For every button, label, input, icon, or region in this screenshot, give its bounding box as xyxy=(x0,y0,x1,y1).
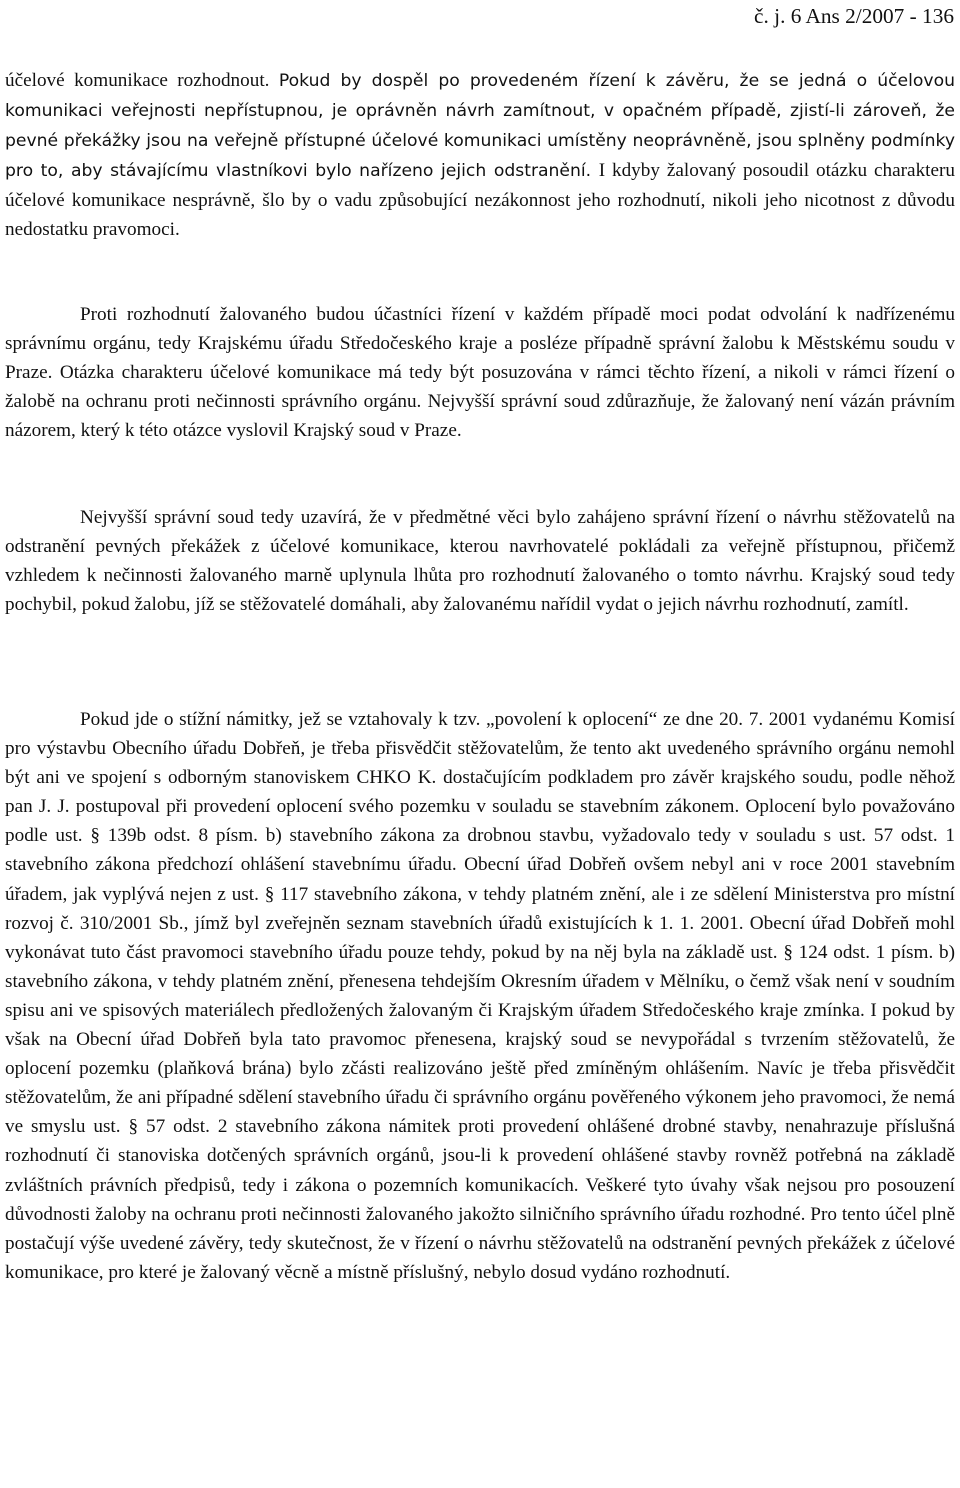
case-reference: č. j. 6 Ans 2/2007 - 136 xyxy=(754,4,954,28)
paragraph-1 xyxy=(5,66,955,245)
paragraph-1-part-1: účelové komunikace rozhodnout. xyxy=(5,70,279,91)
paragraph-1-part-3: I kdyby žalovaný posoudil otázku charakteru účelové komunikace nesprávně, šlo by o vadu způsobující nezákonnost jeho rozhodnutí, nikoli jeho nicotnost z důvodu nedostatku pravomoci. xyxy=(5,160,955,241)
paragraph-2-part-1: Proti rozhodnutí žalovaného budou účastníci řízení v každém případě moci podat odvolání k nadřízenému správnímu orgánu, tedy Krajskému úřadu Středočeského kraje a posléze případně správní žalobu k Městskému soudu v Praze. Otázka charakteru účelové komunikace má tedy být posuzována v rámci těchto řízení, a nikoli v rámci řízení o žalobě na ochranu proti nečinnosti správního orgánu. Nejvyšší správní soud zdůrazňuje, že žalovaný není vázán právním názorem, který k této otázce vyslovil Krajský soud v Praze. xyxy=(5,304,955,442)
paragraph-4-part-1: Pokud jde o stížní námitky, jež se vztahovaly k tzv. „povolení k oplocení“ ze dne 20. 7. 2001 vydanému Komisí pro výstavbu Obecního úřadu Dobřeň, je třeba přisvědčit stěžovatelům, že tento akt uvedeného správního orgánu nemohl být ani ve spojení s odborným stanoviskem CHKO K. dostačujícím podkladem pro závěr krajského soudu, podle něhož pan J. J. postupoval při provedení oplocení svého pozemku v souladu se stavebním zákonem. Oplocení bylo považováno podle ust. § 139b odst. 8 písm. b) stavebního zákona za drobnou stavbu, vyžadovalo tedy v souladu s ust. 57 odst. 1 stavebního zákona předchozí ohlášení stavebnímu úřadu. Obecní úřad Dobřeň ovšem nebyl ani v roce 2001 stavebním úřadem, jak vyplývá nejen z ust. § 117 stavebního zákona, v tehdy platném znění, ale i ze sdělení Ministerstva pro místní rozvoj č. 310/2001 Sb., jímž byl zveřejněn seznam stavebních úřadů existujících k 1. 1. 2001. Obecní úřad Dobřeň mohl vykonávat tuto část pravomoci stavebního úřadu pouze tehdy, pokud by na něj byla na základě ust. § 124 odst. 1 písm. b) stavebního zákona, v tehdy platném znění, přenesena tehdejším Okresním úřadem v Mělníku, o čemž však není v soudním spisu ani ve spisových materiálech předložených žalovaným či Krajským úřadem Středočeského kraje zmínka. I pokud by však na Obecní úřad Dobřeň byla tato pravomoc přenesena, krajský soud se nevypořádal s tvrzením stěžovatelů, že oplocení pozemku (plaňková brána) bylo zčásti realizováno ještě před zmíněným ohlášením. Navíc je třeba přisvědčit stěžovatelům, že ani případné sdělení stavebního úřadu či správního orgánu pověřeného výkonem jeho pravomoci, že nemá ve smyslu ust. § 57 odst. 2 stavebního zákona námitek proti provedení ohlášené drobné stavby, nenahrazuje příslušná rozhodnutí či stanoviska dotčených správních orgánů, jsou-li k provedení ohlášené stavby rovněž potřebná na základě zvláštních právních předpisů, tedy i zákona o pozemních komunikacích. Veškeré tyto úvahy však nejsou pro posouzení důvodnosti žaloby na ochranu proti nečinnosti žalovaného jakožto silničního správního úřadu rozhodné. Pro tento účel plně postačují výše uvedené závěry, tedy skutečnost, že v řízení o návrhu stěžovatelů na odstranění pevných překážek z účelové komunikace, pro které je žalovaný věcně a místně příslušný, nebylo dosud vydáno rozhodnutí. xyxy=(5,709,955,1283)
paragraph-3 xyxy=(5,503,955,619)
paragraph-4 xyxy=(5,705,955,1287)
paragraph-3-part-1: Nejvyšší správní soud tedy uzavírá, že v předmětné věci bylo zahájeno správní řízení o návrhu stěžovatelů na odstranění pevných překážek z účelové komunikace, kterou navrhovatelé pokládali za veřejně přístupnou, přičemž vzhledem k nečinnosti žalovaného marně uplynula lhůta pro rozhodnutí žalovaného o tomto návrhu. Krajský soud tedy pochybil, pokud žalobu, jíž se stěžovatelé domáhali, aby žalovanému nařídil vydat o jejich návrhu rozhodnutí, zamítl. xyxy=(5,507,955,616)
paragraph-1-part-2: Pokud by dospěl po provedeném řízení k závěru, že se jedná o účelovou komunikaci veřejnosti nepřístupnou, je oprávněn návrh zamítnout, v opačném případě, zjistí-li zároveň, že pevné překážky jsou na veřejně přístupné účelové komunikaci umístěny neoprávněně, jsou splněny podmínky pro to, aby stávajícímu vlastníkovi bylo nařízeno jejich odstranění. xyxy=(5,71,956,182)
paragraph-2 xyxy=(5,300,955,445)
